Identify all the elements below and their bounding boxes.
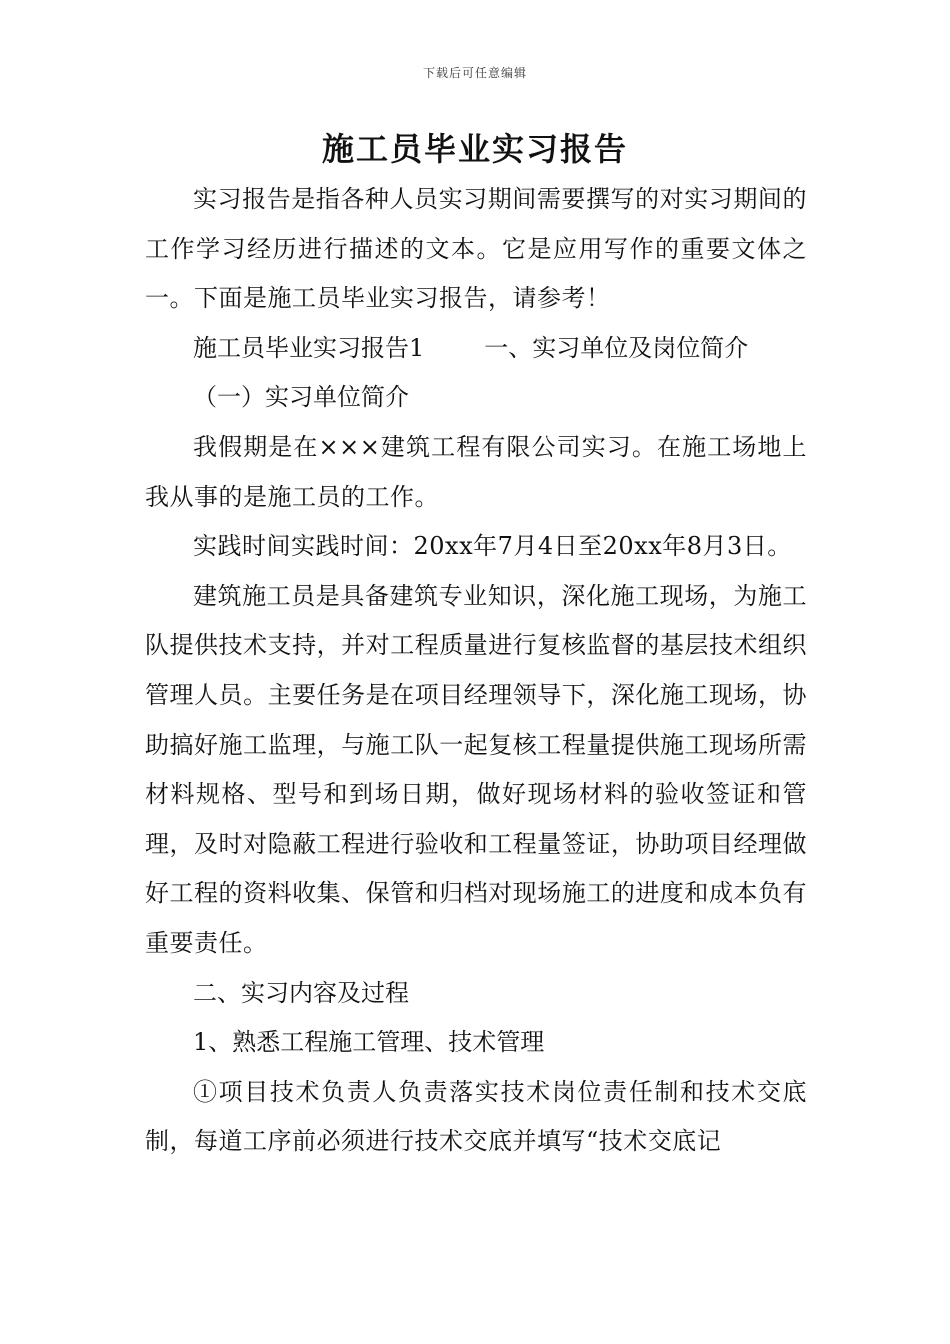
company-paragraph: 我假期是在×××建筑工程有限公司实习。在施工场地上我从事的是施工员的工作。: [145, 432, 807, 511]
report-label: 施工员毕业实习报告1: [193, 333, 425, 362]
report-heading-line: [145, 324, 807, 374]
item1-heading: 1、熟悉工程施工管理、技术管理: [193, 1028, 545, 1057]
section2-heading: 二、实习内容及过程: [193, 978, 409, 1007]
section1-heading: 一、实习单位及岗位简介: [484, 333, 749, 362]
item1-detail-paragraph: ①项目技术负责人负责落实技术岗位责任制和技术交底制，每道工序前必须进行技术交底并填写“技术交底记: [145, 1077, 807, 1156]
period-paragraph: 实践时间实践时间：20xx年7月4日至20xx年8月3日。: [193, 532, 792, 561]
header-note: 下载后可任意编辑: [422, 66, 527, 80]
subsection1-heading: （一）实习单位简介: [193, 383, 409, 412]
document-title: 施工员毕业实习报告: [321, 130, 628, 168]
intro-paragraph: 实习报告是指各种人员实习期间需要撰写的对实习期间的工作学习经历进行描述的文本。它是应用写作的重要文体之一。下面是施工员毕业实习报告，请参考！: [145, 185, 807, 313]
document-body: [145, 175, 807, 1167]
role-paragraph: 建筑施工员是具备建筑专业知识，深化施工现场，为施工队提供技术支持，并对工程质量进行复核监督的基层技术组织管理人员。主要任务是在项目经理领导下，深化施工现场，协助搞好施工监理，与施工队一起复核工程量提供施工现场所需材料规格、型号和到场日期，做好现场材料的验收签证和管理，及时对隐蔽工程进行验收和工程量签证，协助项目经理做好工程的资料收集、保管和归档对现场施工的进度和成本负有重要责任。: [145, 581, 807, 957]
